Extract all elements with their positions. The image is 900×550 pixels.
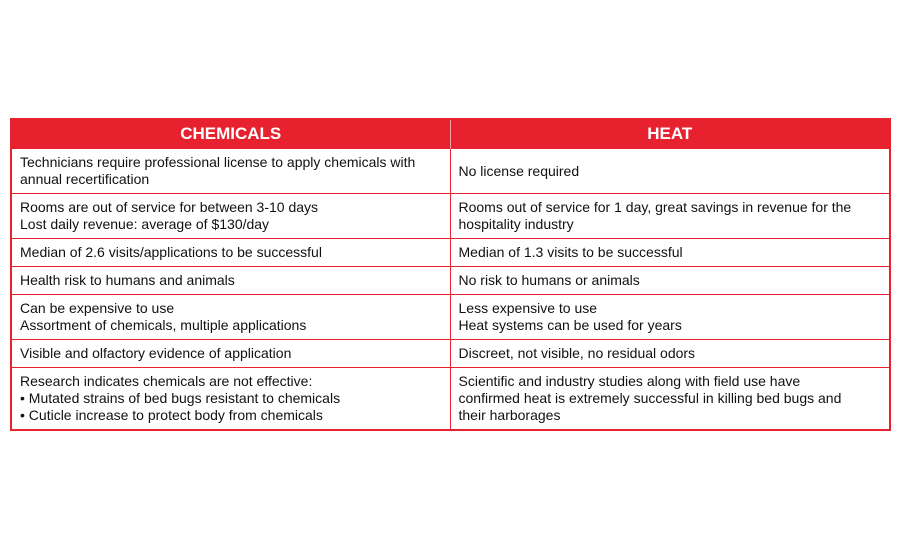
chemicals-cell [11,295,450,340]
heat-cell [450,295,890,340]
cell-text: their harborages [458,407,561,423]
table-row [11,368,890,431]
cell-text: confirmed heat is extremely successful in killing bed bugs and [458,390,842,406]
heat-cell [450,149,890,194]
cell-text: annual recertification [20,171,150,187]
cell-text: Median of 2.6 visits/applications to be successful [20,244,322,260]
cell-text: No license required [458,162,580,179]
chemicals-cell [11,194,450,239]
table-row [11,149,890,194]
bullet-item: • Cuticle increase to protect body from chemicals [20,407,442,424]
chemicals-cell [11,267,450,295]
table-row [11,194,890,239]
table-header [11,119,890,149]
cell-text: No risk to humans or animals [458,272,640,288]
header-chemicals: CHEMICALS [11,119,450,149]
cell-text: Heat systems can be used for years [458,317,682,333]
cell-text: Lost daily revenue: average of $130/day [20,216,270,232]
table-row [11,340,890,368]
comparison-table [10,118,891,431]
cell-text: Median of 1.3 visits to be successful [458,244,683,260]
cell-text: Can be expensive to use [20,300,175,316]
cell-text: Health risk to humans and animals [20,272,235,288]
cell-text: Rooms out of service for 1 day, great savings in revenue for the [458,199,852,215]
cell-text: Research indicates chemicals are not effective: [20,373,313,389]
header-row [11,119,890,149]
table-row [11,239,890,267]
heat-cell [450,267,890,295]
table-row [11,295,890,340]
heat-cell [450,194,890,239]
cell-text: hospitality industry [458,216,574,232]
heat-cell [450,368,890,431]
table-row [11,267,890,295]
chemicals-cell [11,368,450,431]
chemicals-cell [11,239,450,267]
cell-text: Scientific and industry studies along with field use have [458,373,801,389]
cell-text: Less expensive to use [458,300,598,316]
cell-text: Rooms are out of service for between 3-10 days [20,199,319,215]
header-heat: HEAT [450,119,890,149]
heat-cell [450,340,890,368]
cell-text: Visible and olfactory evidence of application [20,345,292,361]
table-body [11,149,890,431]
chemicals-cell [11,340,450,368]
chemicals-cell [11,149,450,194]
cell-text: Assortment of chemicals, multiple applications [20,317,307,333]
cell-text: Technicians require professional license to apply chemicals with [20,154,416,170]
bullet-item: • Mutated strains of bed bugs resistant to chemicals [20,390,442,407]
heat-cell [450,239,890,267]
cell-text: Discreet, not visible, no residual odors [458,345,696,361]
